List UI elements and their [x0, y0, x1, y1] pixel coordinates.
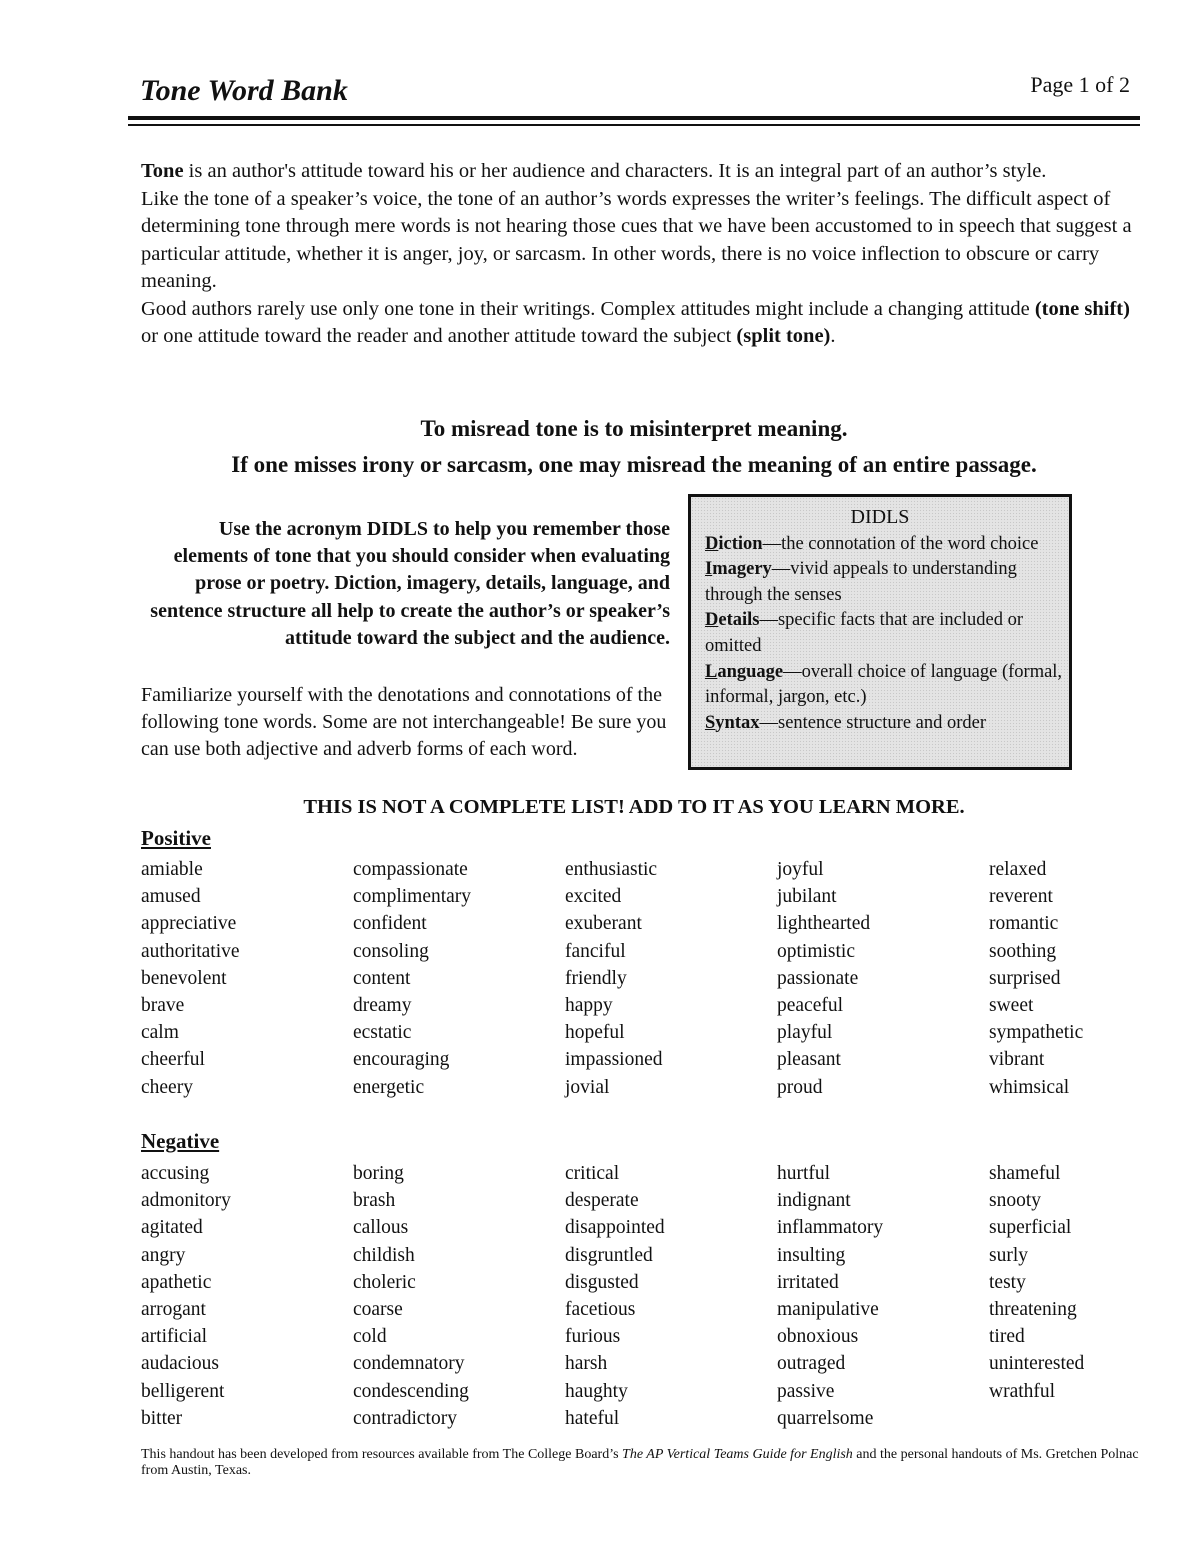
tone-word: energetic — [353, 1076, 425, 1098]
positive-column — [777, 856, 989, 1101]
tone-word: encouraging — [353, 1049, 450, 1071]
tone-word: desperate — [565, 1190, 639, 1212]
tone-word: threatening — [989, 1298, 1077, 1320]
didls-definition: —overall choice of language (formal, informal, jargon, etc.) — [705, 661, 1063, 708]
negative-heading: Negative — [141, 1129, 220, 1153]
tone-word: childish — [353, 1244, 415, 1266]
tone-word: cheerful — [141, 1049, 205, 1071]
tone-word: dreamy — [353, 994, 412, 1016]
page-title: Tone Word Bank — [140, 74, 348, 107]
intro-p3-c: or one attitude toward the reader and another attitude toward the subject — [141, 325, 737, 347]
didls-item — [705, 532, 1069, 558]
tone-word: proud — [777, 1076, 823, 1098]
didls-term-rest: magery — [712, 559, 772, 580]
tone-word: soothing — [989, 940, 1057, 962]
tone-word: surprised — [989, 967, 1061, 989]
negative-column — [565, 1160, 777, 1432]
didls-definition: —vivid appeals to understanding through the senses — [705, 559, 1017, 605]
tone-word: furious — [565, 1326, 621, 1348]
intro-paragraph-1 — [141, 158, 1141, 186]
tone-word: jovial — [565, 1076, 610, 1098]
didls-definition: —specific facts that are included or omitted — [705, 610, 1023, 656]
didls-box — [688, 494, 1072, 770]
tone-word: calm — [141, 1022, 179, 1044]
didls-term-rest: yntax — [715, 712, 760, 733]
positive-word-grid — [141, 856, 1200, 1101]
positive-heading: Positive — [141, 826, 211, 850]
tone-word: impassioned — [565, 1049, 663, 1071]
header-rule-thick — [128, 116, 1140, 120]
didls-initial: S — [705, 712, 716, 733]
tone-word: relaxed — [989, 859, 1047, 880]
didls-term — [705, 534, 763, 554]
tone-word: bitter — [141, 1407, 183, 1429]
tone-word: agitated — [141, 1217, 203, 1239]
negative-column — [777, 1160, 989, 1432]
tone-word: shameful — [989, 1163, 1061, 1184]
negative-column — [989, 1160, 1200, 1432]
tone-word: sympathetic — [989, 1022, 1084, 1044]
tone-word: tired — [989, 1326, 1025, 1348]
didls-box-title: DIDLS — [850, 506, 910, 528]
header-rule-thin — [128, 124, 1140, 126]
didls-initial: L — [705, 661, 718, 682]
didls-item — [705, 711, 1069, 737]
footnote — [141, 1447, 1141, 1479]
footnote-a: This handout has been developed from resources available from The College Board’s — [141, 1447, 623, 1462]
not-complete-notice: THIS IS NOT A COMPLETE LIST! ADD TO IT AS YOU LEARN MORE. — [303, 796, 965, 818]
tone-word: angry — [141, 1244, 186, 1266]
tone-word: surly — [989, 1244, 1028, 1266]
tone-word: peaceful — [777, 994, 844, 1016]
negative-column — [353, 1160, 565, 1432]
tone-word: inflammatory — [777, 1217, 884, 1239]
tone-word: belligerent — [141, 1380, 225, 1402]
tone-word: appreciative — [141, 913, 237, 935]
tone-word: insulting — [777, 1244, 846, 1266]
tone-word: audacious — [141, 1353, 219, 1375]
tone-word: testy — [989, 1271, 1026, 1293]
tone-word: manipulative — [777, 1298, 879, 1320]
tone-word: irritated — [777, 1271, 839, 1293]
positive-column — [989, 856, 1200, 1101]
didls-definition: —sentence structure and order — [759, 712, 987, 733]
tone-word: wrathful — [989, 1380, 1056, 1402]
tone-word: vibrant — [989, 1049, 1045, 1071]
tone-word: artificial — [141, 1326, 208, 1348]
tone-word: consoling — [353, 940, 429, 962]
didls-item — [705, 660, 1069, 711]
tone-word: passionate — [777, 967, 859, 989]
tone-word: optimistic — [777, 940, 855, 962]
didls-item — [705, 557, 1069, 608]
tone-word: benevolent — [141, 967, 227, 989]
footnote-book-title: The AP Vertical Teams Guide for English — [622, 1447, 853, 1462]
tone-word: excited — [565, 886, 622, 908]
positive-column — [141, 856, 353, 1101]
tone-word: amused — [141, 886, 201, 908]
tone-word: outraged — [777, 1353, 846, 1375]
tone-word: disgusted — [565, 1271, 639, 1293]
tone-word: happy — [565, 994, 613, 1016]
intro-p1-text: is an author's attitude toward his or her audience and characters. It is an integral part of an author’s style. — [183, 160, 1047, 182]
tone-word: hateful — [565, 1407, 620, 1429]
didls-initial: I — [705, 559, 713, 580]
tone-word: hurtful — [777, 1163, 831, 1184]
tone-word: snooty — [989, 1190, 1042, 1212]
tone-word: disgruntled — [565, 1244, 653, 1266]
tone-word: whimsical — [989, 1076, 1070, 1098]
didls-term — [705, 713, 760, 733]
didls-initial: D — [705, 533, 719, 554]
tone-word: uninterested — [989, 1353, 1085, 1375]
tone-word: critical — [565, 1163, 620, 1184]
page-number: Page 1 of 2 — [1030, 72, 1130, 97]
tone-word: condemnatory — [353, 1353, 465, 1375]
didls-term-rest: iction — [718, 533, 763, 554]
tone-word: apathetic — [141, 1271, 212, 1293]
didls-initial: D — [705, 610, 719, 631]
tone-word: facetious — [565, 1298, 636, 1320]
tone-word: pleasant — [777, 1049, 841, 1071]
didls-item — [705, 608, 1069, 659]
tone-word: quarrelsome — [777, 1407, 874, 1429]
tone-word: compassionate — [353, 859, 468, 880]
tone-word: content — [353, 967, 411, 989]
tone-word: reverent — [989, 886, 1053, 908]
tone-word: superficial — [989, 1217, 1072, 1239]
tone-word: arrogant — [141, 1298, 206, 1320]
tone-word: callous — [353, 1217, 409, 1239]
tone-word: jubilant — [777, 886, 837, 908]
tone-word: enthusiastic — [565, 859, 658, 880]
tone-word: condescending — [353, 1380, 469, 1402]
didls-term — [705, 610, 759, 630]
tone-word: cold — [353, 1326, 387, 1348]
tone-word: authoritative — [141, 940, 240, 962]
tone-word: playful — [777, 1022, 833, 1044]
tone-word: romantic — [989, 913, 1059, 935]
didls-list — [705, 532, 1069, 737]
tone-shift-term: (tone shift) — [1034, 297, 1130, 320]
didls-intro: Use the acronym DIDLS to help you remember those elements of tone that you should consider when evaluating prose or poetry. Diction, imagery, details, language, and sentence structure all help to create the author’s or speaker’s attitude toward the subject and the audience. — [150, 518, 670, 649]
negative-word-grid — [141, 1160, 1200, 1432]
tone-word: disappointed — [565, 1217, 665, 1239]
tone-word: indignant — [777, 1190, 851, 1212]
didls-term — [705, 559, 772, 579]
tone-word: accusing — [141, 1163, 210, 1184]
tone-word: complimentary — [353, 886, 472, 908]
tone-word: lighthearted — [777, 913, 871, 935]
intro-paragraph-3 — [141, 296, 1141, 351]
tone-word: sweet — [989, 994, 1034, 1016]
intro-text — [141, 158, 1141, 351]
intro-paragraph-2: Like the tone of a speaker’s voice, the tone of an author’s words expresses the writer’s feelings. The difficult aspect of determining tone through mere words is not hearing those cues that we have been accustomed to in speech that suggest a particular attitude, whether it is anger, joy, or sarcasm. In other words, there is no voice inflection to obscure or carry meaning. — [141, 187, 1132, 292]
negative-column — [141, 1160, 353, 1432]
intro-p3-e: . — [830, 325, 836, 347]
positive-column — [565, 856, 777, 1101]
tone-word: ecstatic — [353, 1022, 412, 1044]
emphasis-line-2: If one misses irony or sarcasm, one may misread the meaning of an entire passage. — [231, 452, 1037, 477]
tone-word: hopeful — [565, 1022, 625, 1044]
tone-word: boring — [353, 1163, 404, 1184]
tone-word: passive — [777, 1380, 835, 1402]
didls-term-rest: etails — [718, 610, 760, 631]
tone-word: joyful — [777, 859, 824, 880]
tone-word: fanciful — [565, 940, 626, 962]
positive-column — [353, 856, 565, 1101]
tone-word: haughty — [565, 1380, 628, 1402]
tone-word: cheery — [141, 1076, 193, 1098]
tone-word: friendly — [565, 967, 627, 989]
tone-word: obnoxious — [777, 1326, 859, 1348]
tone-word: admonitory — [141, 1190, 231, 1212]
emphasis-line-1: To misread tone is to misinterpret meaning. — [420, 416, 848, 441]
didls-term-rest: anguage — [717, 661, 784, 682]
tone-word: brash — [353, 1190, 396, 1212]
tone-word: coarse — [353, 1298, 403, 1320]
familiarize-paragraph: Familiarize yourself with the denotations and connotations of the following tone words. Some are not interchangeable! Be sure you can use both adjective and adverb forms of each word. — [141, 684, 667, 760]
tone-word: amiable — [141, 859, 203, 880]
tone-word: exuberant — [565, 913, 642, 935]
tone-word: brave — [141, 994, 185, 1016]
tone-word: choleric — [353, 1271, 416, 1293]
split-tone-term: (split tone) — [736, 325, 831, 347]
didls-term — [705, 662, 783, 682]
footnote-c: and the personal handouts of Ms. Gretchen Polnac from Austin, Texas. — [141, 1447, 1139, 1478]
didls-definition: —the connotation of the word choice — [762, 533, 1039, 554]
tone-word: contradictory — [353, 1407, 457, 1429]
intro-p3-a: Good authors rarely use only one tone in their writings. Complex attitudes might include a changing attitude — [141, 297, 1035, 320]
tone-word: confident — [353, 913, 427, 935]
tone-word: harsh — [565, 1353, 608, 1375]
tone-term: Tone — [141, 160, 184, 182]
